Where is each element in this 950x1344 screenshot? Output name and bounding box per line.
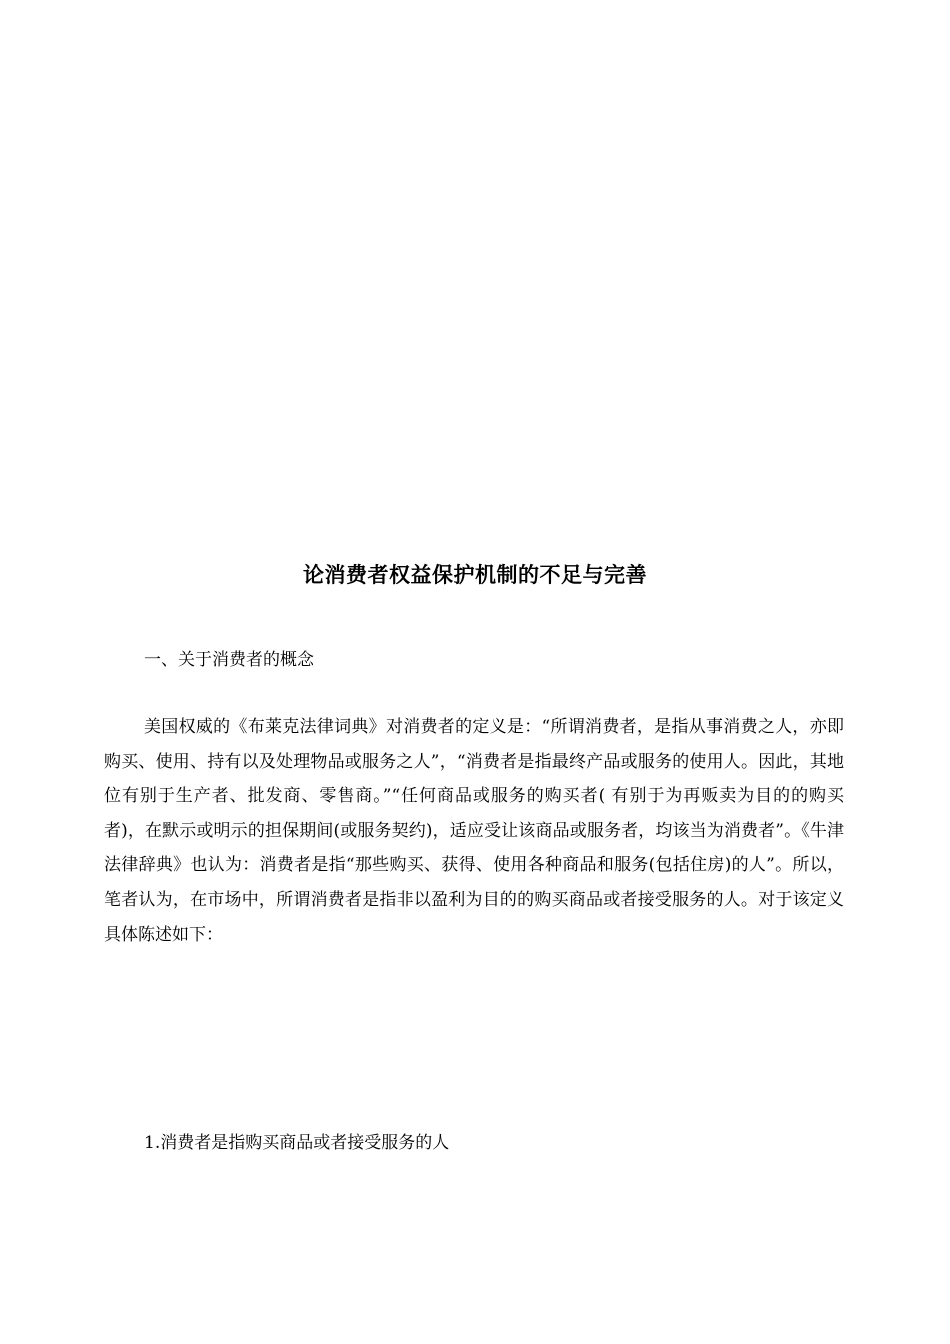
body-paragraph: 美国权威的《布莱克法律词典》对消费者的定义是：“所谓消费者，是指从事消费之人，亦即购买、使用、持有以及处理物品或服务之人”，“消费者是指最终产品或服务的使用人。因此，其地位有别于生产者、批发商、零售商。”“任何商品或服务的购买者( 有别于为再贩卖为目的的购买者)，在默示或明示的担保期间(或服务契约)，适应受让该商品或服务者，均该当为消费者”。《牛津法律辞典》也认为：消费者是指“那些购买、获得、使用各种商品和服务(包括住房)的人”。所以，笔者认为，在市场中，所谓消费者是指非以盈利为目的的购买商品或者接受服务的人。对于该定义具体陈述如下： [104, 717, 844, 945]
section-heading: 一、关于消费者的概念 [144, 650, 314, 670]
document-title: 论消费者权益保护机制的不足与完善 [303, 563, 647, 587]
subsection-heading: 1.消费者是指购买商品或者接受服务的人 [144, 1133, 450, 1153]
